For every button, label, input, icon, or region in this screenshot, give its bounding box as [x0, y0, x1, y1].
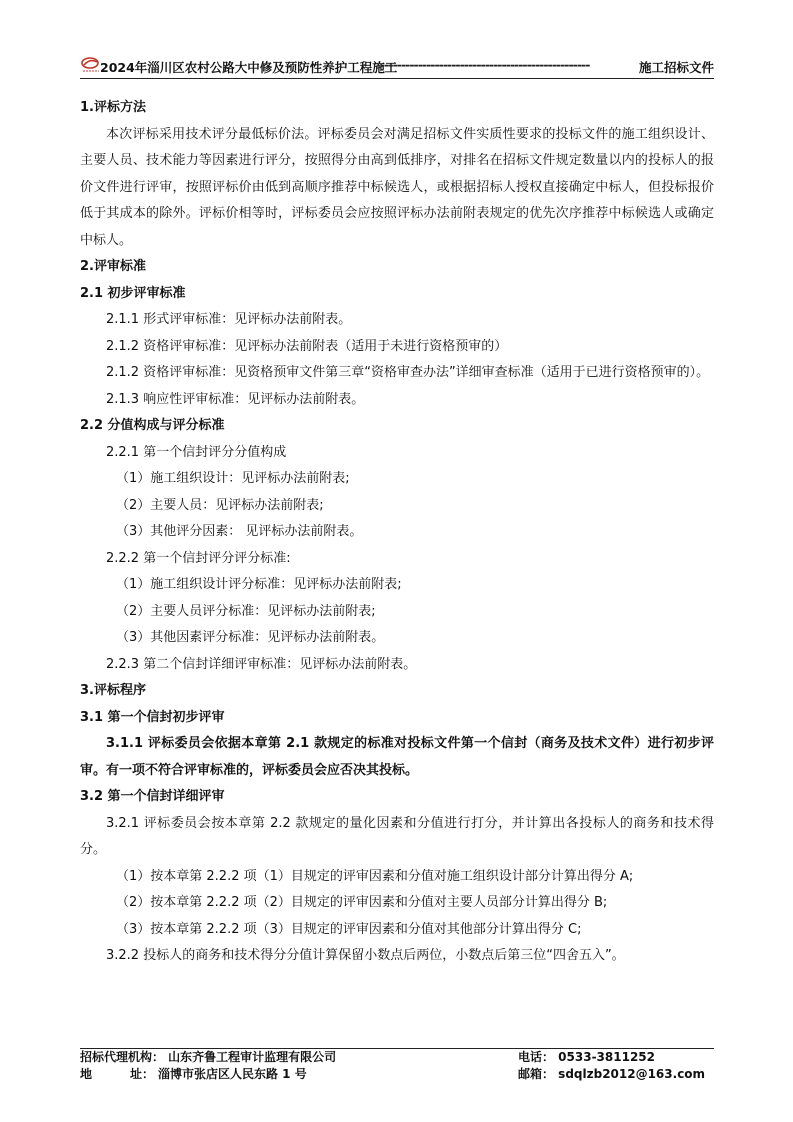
company-logo-icon [80, 56, 102, 74]
clause-2-1-1: 2.1.1 形式评审标准：见评标办法前附表。 [106, 312, 352, 327]
footer-row-2 [80, 1066, 714, 1083]
clause-3-2-1-item-1: （1）按本章第 2.2.2 项（1）目规定的评审因素和分值对施工组织设计部分计算出得分 A; [116, 868, 634, 884]
section-2-1-title: 2.1 初步评审标准 [80, 285, 186, 301]
footer-row-1 [80, 1049, 714, 1066]
footer-agency: 招标代理机构： 山东齐鲁工程审计监理有限公司 [80, 1050, 337, 1064]
section-2-2-title: 2.2 分值构成与评分标准 [80, 418, 225, 433]
document-body [80, 95, 714, 970]
clause-2-1-2b: 2.1.2 资格评审标准：见资格预审文件第三章“资格审查办法”详细审查标准（适用于已进行资格预审的）。 [106, 365, 710, 380]
footer-address-label-1: 地 [80, 1067, 93, 1081]
clause-2-2-1-item-3: （3）其他评分因素： 见评标办法前附表。 [116, 524, 363, 539]
clause-2-2-1: 2.2.1 第一个信封评分分值构成 [106, 444, 287, 460]
clause-3-2-2: 3.2.2 投标人的商务和技术得分分值计算保留小数点后两位，小数点后第三位“四舍五入”。 [106, 948, 625, 963]
footer-address-label-2: 址： [130, 1067, 155, 1081]
clause-2-2-1-item-2: （2）主要人员：见评标办法前附表; [116, 497, 324, 513]
clause-3-2-1-item-3: （3）按本章第 2.2.2 项（3）目规定的评审因素和分值对其他部分计算出得分 C; [116, 921, 582, 937]
header-title: 2024年淄川区农村公路大中修及预防性养护工程施工 [100, 60, 398, 75]
footer-address: 淄博市张店区人民东路 1 号 [158, 1067, 307, 1081]
clause-2-2-2: 2.2.2 第一个信封评分评分标准: [106, 550, 291, 566]
clause-2-2-3: 2.2.3 第二个信封详细评审标准：见评标办法前附表。 [106, 656, 417, 672]
clause-2-2-2-item-3: （3）其他因素评分标准：见评标办法前附表。 [116, 630, 385, 645]
section-3-2-title: 3.2 第一个信封详细评审 [80, 789, 225, 804]
footer-email: 邮箱： sdqlzb2012@163.com [518, 1067, 706, 1081]
section-3-1-title: 3.1 第一个信封初步评审 [80, 709, 225, 725]
clause-2-2-2-item-2: （2）主要人员评分标准：见评标办法前附表; [116, 603, 376, 619]
section-1-paragraph: 本次评标采用技术评分最低标价法。评标委员会对满足招标文件实质性要求的投标文件的施工组织设计、主要人员、技术能力等因素进行评分，按照得分由高到低排序，对排名在招标文件规定数量以内的投标人的报价文件进行评审，按照评标价由低到高顺序推荐中标候选人，或根据招标人授权直接确定中标人，但投标报价低于其成本的除外。评标价相等时，评标委员会应按照评标办法前附表规定的优先次序推荐中标候选人或确定中标人。 [80, 126, 714, 248]
section-2-title: 2.评审标准 [80, 259, 146, 274]
page-header [80, 56, 714, 79]
clause-2-1-2a: 2.1.2 资格评审标准：见评标办法前附表（适用于未进行资格预审的） [106, 338, 508, 354]
section-3-title: 3.评标程序 [80, 683, 146, 698]
page-footer [80, 1048, 714, 1083]
clause-2-2-1-item-1: （1）施工组织设计：见评标办法前附表; [116, 471, 350, 486]
header-dashes: -------------------------------------------------- [380, 57, 590, 72]
header-document-type: 施工招标文件 [638, 60, 714, 75]
clause-2-1-3: 2.1.3 响应性评审标准：见评标办法前附表。 [106, 391, 365, 407]
footer-phone: 电话： 0533-3811252 [518, 1050, 656, 1064]
clause-3-1-1: 3.1.1 评标委员会依据本章第 2.1 款规定的标准对投标文件第一个信封（商务及技术文件）进行初步评审。有一项不符合评审标准的，评标委员会应否决其投标。 [80, 736, 714, 778]
clause-3-2-1: 3.2.1 评标委员会按本章第 2.2 款规定的量化因素和分值进行打分，并计算出各投标人的商务和技术得分。 [80, 815, 714, 857]
clause-3-2-1-item-2: （2）按本章第 2.2.2 项（2）目规定的评审因素和分值对主要人员部分计算出得分 B; [116, 895, 608, 910]
section-1-title: 1.评标方法 [80, 100, 146, 115]
clause-2-2-2-item-1: （1）施工组织设计评分标准：见评标办法前附表; [116, 577, 402, 592]
